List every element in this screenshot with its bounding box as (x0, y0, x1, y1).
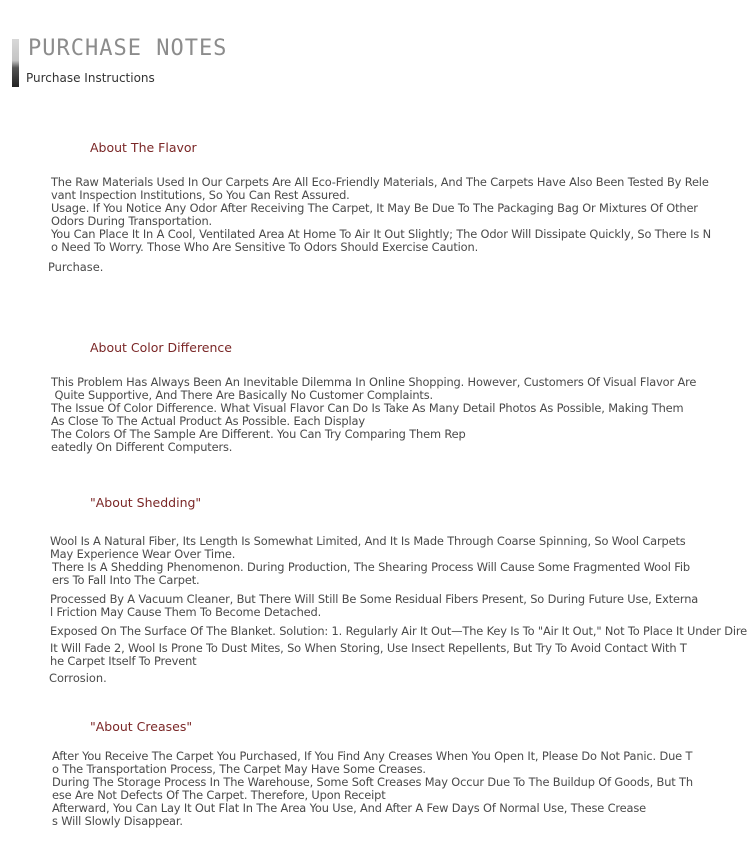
section-body-color-difference (51, 376, 721, 454)
text-line: Usage. If You Notice Any Odor After Receiving The Carpet, It May Be Due To The Packaging Bag Or Mixtures Of Other (51, 201, 698, 215)
text-line: The Issue Of Color Difference. What Visual Flavor Can Do Is Take As Many Detail Photos As Possible, Making Them (51, 401, 684, 415)
section-trailing-shedding: Corrosion. (49, 671, 107, 685)
section-title-shedding: "About Shedding" (90, 495, 202, 510)
section-trailing-flavor: Purchase. (48, 260, 104, 274)
text-line: Odors During Transportation. (51, 214, 212, 228)
text-line: The Raw Materials Used In Our Carpets Are All Eco-Friendly Materials, And The Carpets Have Also Been Tested By Rele (51, 175, 709, 189)
page-title: PURCHASE NOTES (28, 36, 228, 61)
section-body-flavor (51, 176, 721, 254)
header-accent-bar (12, 39, 19, 87)
text-line: May Experience Wear Over Time. (50, 547, 236, 561)
text-line: Quite Supportive, And There Are Basically No Customer Complaints. (51, 388, 433, 402)
text-line: o The Transportation Process, The Carpet May Have Some Creases. (52, 762, 426, 776)
text-line: You Can Place It In A Cool, Ventilated Area At Home To Air It Out Slightly; The Odor Will Dissipate Quickly, So There Is N (51, 227, 711, 241)
text-line: he Carpet Itself To Prevent (50, 654, 197, 668)
text-line: Wool Is A Natural Fiber, Its Length Is Somewhat Limited, And It Is Made Through Coarse Spinning, So Wool Carpets (50, 534, 686, 548)
section-title-creases: "About Creases" (90, 719, 193, 734)
text-line: It Will Fade 2, Wool Is Prone To Dust Mites, So When Storing, Use Insect Repellents, But Try To Avoid Contact With T (50, 641, 687, 655)
text-line: Processed By A Vacuum Cleaner, But There Will Still Be Some Residual Fibers Present, So During Future Use, Externa (50, 592, 699, 606)
section-body-shedding (50, 534, 747, 668)
text-line: During The Storage Process In The Warehouse, Some Soft Creases May Occur Due To The Buildup Of Goods, But Th (52, 775, 693, 789)
text-line: Afterward, You Can Lay It Out Flat In The Area You Use, And After A Few Days Of Normal Use, These Crease (52, 801, 647, 815)
text-line: After You Receive The Carpet You Purchased, If You Find Any Creases When You Open It, Please Do Not Panic. Due T (52, 749, 693, 763)
section-title-color-difference: About Color Difference (90, 340, 232, 355)
text-line: l Friction May Cause Them To Become Detached. (50, 605, 322, 619)
page-subtitle: Purchase Instructions (26, 71, 155, 85)
text-line: Exposed On The Surface Of The Blanket. Solution: 1. Regularly Air It Out—The Key Is To "Air It Out," Not To Place It Under Dire (50, 624, 747, 638)
text-line: ers To Fall Into The Carpet. (52, 573, 200, 587)
text-line: s Will Slowly Disappear. (52, 814, 183, 828)
text-line: The Colors Of The Sample Are Different. You Can Try Comparing Them Rep (51, 427, 466, 441)
text-line: ese Are Not Defects Of The Carpet. Therefore, Upon Receipt (52, 788, 386, 802)
section-title-flavor: About The Flavor (90, 140, 197, 155)
text-line: vant Inspection Institutions, So You Can Rest Assured. (51, 188, 350, 202)
text-line: o Need To Worry. Those Who Are Sensitive To Odors Should Exercise Caution. (51, 240, 479, 254)
text-line: As Close To The Actual Product As Possible. Each Display (51, 414, 365, 428)
text-line: There Is A Shedding Phenomenon. During Production, The Shearing Process Will Cause Some Fragmented Wool Fib (52, 560, 690, 574)
text-line: This Problem Has Always Been An Inevitable Dilemma In Online Shopping. However, Customers Of Visual Flavor Are (51, 375, 697, 389)
section-body-creases (52, 750, 722, 828)
text-line: eatedly On Different Computers. (51, 440, 233, 454)
